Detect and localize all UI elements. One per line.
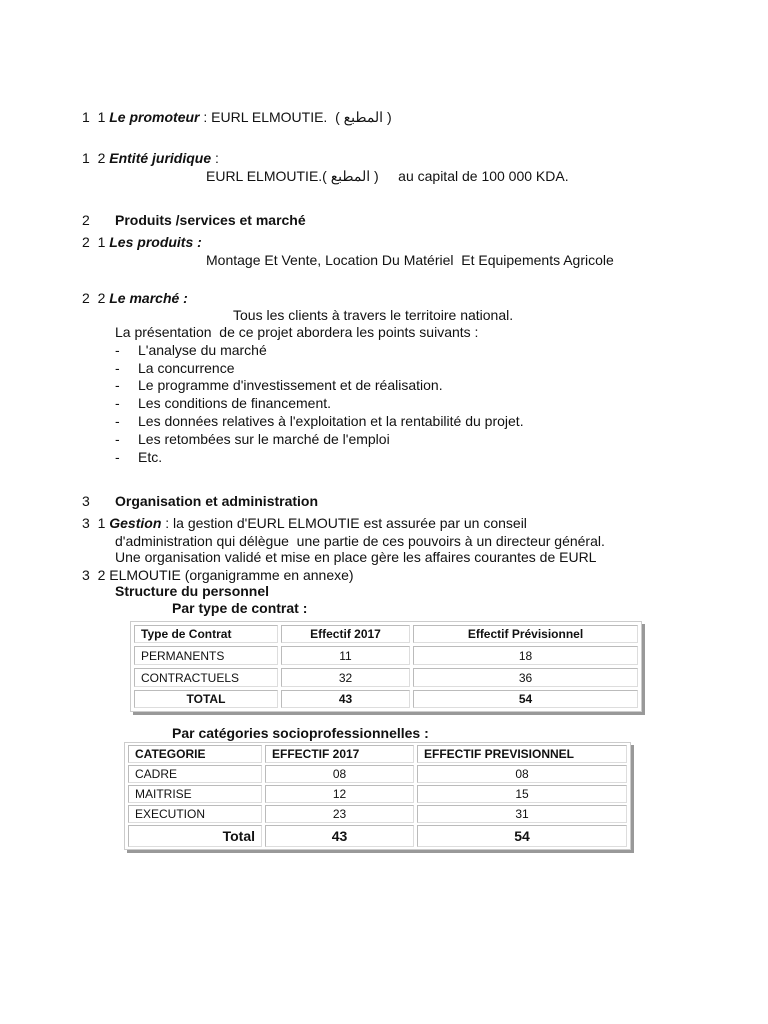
category-heading: Par catégories socioprofessionnelles : bbox=[172, 725, 429, 741]
table-cell: MAITRISE bbox=[128, 785, 262, 803]
list-item bbox=[115, 430, 390, 448]
table-total-row bbox=[134, 690, 638, 708]
section-number: 3 2 bbox=[82, 567, 106, 583]
section-2-1 bbox=[82, 233, 202, 251]
table-cell: 12 bbox=[265, 785, 414, 803]
table-row bbox=[134, 668, 638, 687]
staff-structure-heading: Structure du personnel bbox=[115, 583, 270, 599]
table-cell: TOTAL bbox=[134, 690, 278, 708]
section-label: Les produits : bbox=[109, 234, 202, 250]
list-item-text: Les données relatives à l'exploitation et la rentabilité du projet. bbox=[138, 413, 524, 429]
section-2-2 bbox=[82, 289, 188, 307]
table-cell: 31 bbox=[417, 805, 627, 823]
list-item-text: La concurrence bbox=[138, 360, 235, 376]
section-1-1 bbox=[82, 108, 392, 126]
section-text: ELMOUTIE (organigramme en annexe) bbox=[109, 567, 354, 583]
section-label: Le marché : bbox=[109, 290, 188, 306]
table-cell: 32 bbox=[281, 668, 410, 687]
list-item bbox=[115, 394, 332, 412]
section-number: 2 bbox=[82, 212, 90, 228]
presentation-intro: La présentation de ce projet abordera les points suivants : bbox=[115, 324, 479, 340]
table-cell: Total bbox=[128, 825, 262, 847]
section-text: : la gestion d'EURL ELMOUTIE est assurée par un conseil bbox=[161, 515, 527, 531]
section-3 bbox=[82, 492, 319, 510]
contract-type-heading: Par type de contrat : bbox=[172, 600, 308, 616]
table-row bbox=[128, 805, 627, 823]
header-cell: EFFECTIF PREVISIONNEL bbox=[417, 745, 627, 763]
table-row bbox=[128, 765, 627, 783]
management-text-3: Une organisation validé et mise en place gère les affaires courantes de EURL bbox=[115, 549, 597, 565]
list-bullet: - bbox=[115, 395, 120, 411]
list-item-text: Les retombées sur le marché de l'emploi bbox=[138, 431, 390, 447]
table-header-row bbox=[128, 745, 627, 763]
products-text: Montage Et Vente, Location Du Matériel Et Equipements Agricole bbox=[206, 252, 614, 268]
market-text: Tous les clients à travers le territoire national. bbox=[233, 307, 514, 323]
section-label: Le promoteur bbox=[109, 109, 200, 125]
section-2 bbox=[82, 211, 306, 229]
list-bullet: - bbox=[115, 377, 120, 393]
list-bullet: - bbox=[115, 431, 120, 447]
list-item-text: Les conditions de financement. bbox=[138, 395, 332, 411]
section-title: Organisation et administration bbox=[115, 493, 319, 509]
table-cell: CADRE bbox=[128, 765, 262, 783]
table-cell: 43 bbox=[265, 825, 414, 847]
table-cell: 43 bbox=[281, 690, 410, 708]
section-text: : bbox=[211, 150, 219, 166]
table-cell: CONTRACTUELS bbox=[134, 668, 278, 687]
list-bullet: - bbox=[115, 449, 120, 465]
table-cell: 36 bbox=[413, 668, 638, 687]
table-cell: 08 bbox=[265, 765, 414, 783]
table-header-row bbox=[134, 625, 638, 643]
header-cell: Effectif Prévisionnel bbox=[413, 625, 638, 643]
table-cell: 18 bbox=[413, 646, 638, 665]
table-cell: 15 bbox=[417, 785, 627, 803]
table-cell: 08 bbox=[417, 765, 627, 783]
section-label: Entité juridique bbox=[109, 150, 212, 166]
header-cell: EFFECTIF 2017 bbox=[265, 745, 414, 763]
table-row bbox=[128, 785, 627, 803]
list-item-text: Etc. bbox=[138, 449, 163, 465]
category-table bbox=[124, 742, 631, 850]
table-cell: PERMANENTS bbox=[134, 646, 278, 665]
header-cell: CATEGORIE bbox=[128, 745, 262, 763]
section-number: 3 1 bbox=[82, 515, 106, 531]
list-item bbox=[115, 341, 267, 359]
section-number: 2 2 bbox=[82, 290, 106, 306]
table-cell: EXECUTION bbox=[128, 805, 262, 823]
list-bullet: - bbox=[115, 360, 120, 376]
list-item bbox=[115, 448, 163, 466]
section-1-2 bbox=[82, 149, 219, 167]
list-item-text: Le programme d'investissement et de réalisation. bbox=[138, 377, 443, 393]
section-label: Gestion bbox=[109, 515, 162, 531]
table-cell: 23 bbox=[265, 805, 414, 823]
header-cell: Effectif 2017 bbox=[281, 625, 410, 643]
section-title: Produits /services et marché bbox=[115, 212, 306, 228]
section-number: 1 2 bbox=[82, 150, 106, 166]
table-cell: 11 bbox=[281, 646, 410, 665]
header-cell: Type de Contrat bbox=[134, 625, 278, 643]
table-row bbox=[134, 646, 638, 665]
list-bullet: - bbox=[115, 342, 120, 358]
table-cell: 54 bbox=[413, 690, 638, 708]
section-number: 3 bbox=[82, 493, 90, 509]
section-text: : EURL ELMOUTIE. ( المطبع ) bbox=[199, 109, 392, 125]
legal-entity-text: EURL ELMOUTIE.( المطبع ) au capital de 100 000 KDA. bbox=[206, 168, 569, 184]
list-item-text: L'analyse du marché bbox=[138, 342, 267, 358]
section-number: 2 1 bbox=[82, 234, 106, 250]
management-text-2: d'administration qui délègue une partie de ces pouvoirs à un directeur général. bbox=[115, 533, 605, 549]
contract-table bbox=[130, 621, 642, 712]
list-item bbox=[115, 359, 235, 377]
list-item bbox=[115, 412, 524, 430]
section-3-1 bbox=[82, 514, 527, 532]
section-number: 1 1 bbox=[82, 109, 106, 125]
table-cell: 54 bbox=[417, 825, 627, 847]
list-item bbox=[115, 376, 443, 394]
table-total-row bbox=[128, 825, 627, 847]
list-bullet: - bbox=[115, 413, 120, 429]
